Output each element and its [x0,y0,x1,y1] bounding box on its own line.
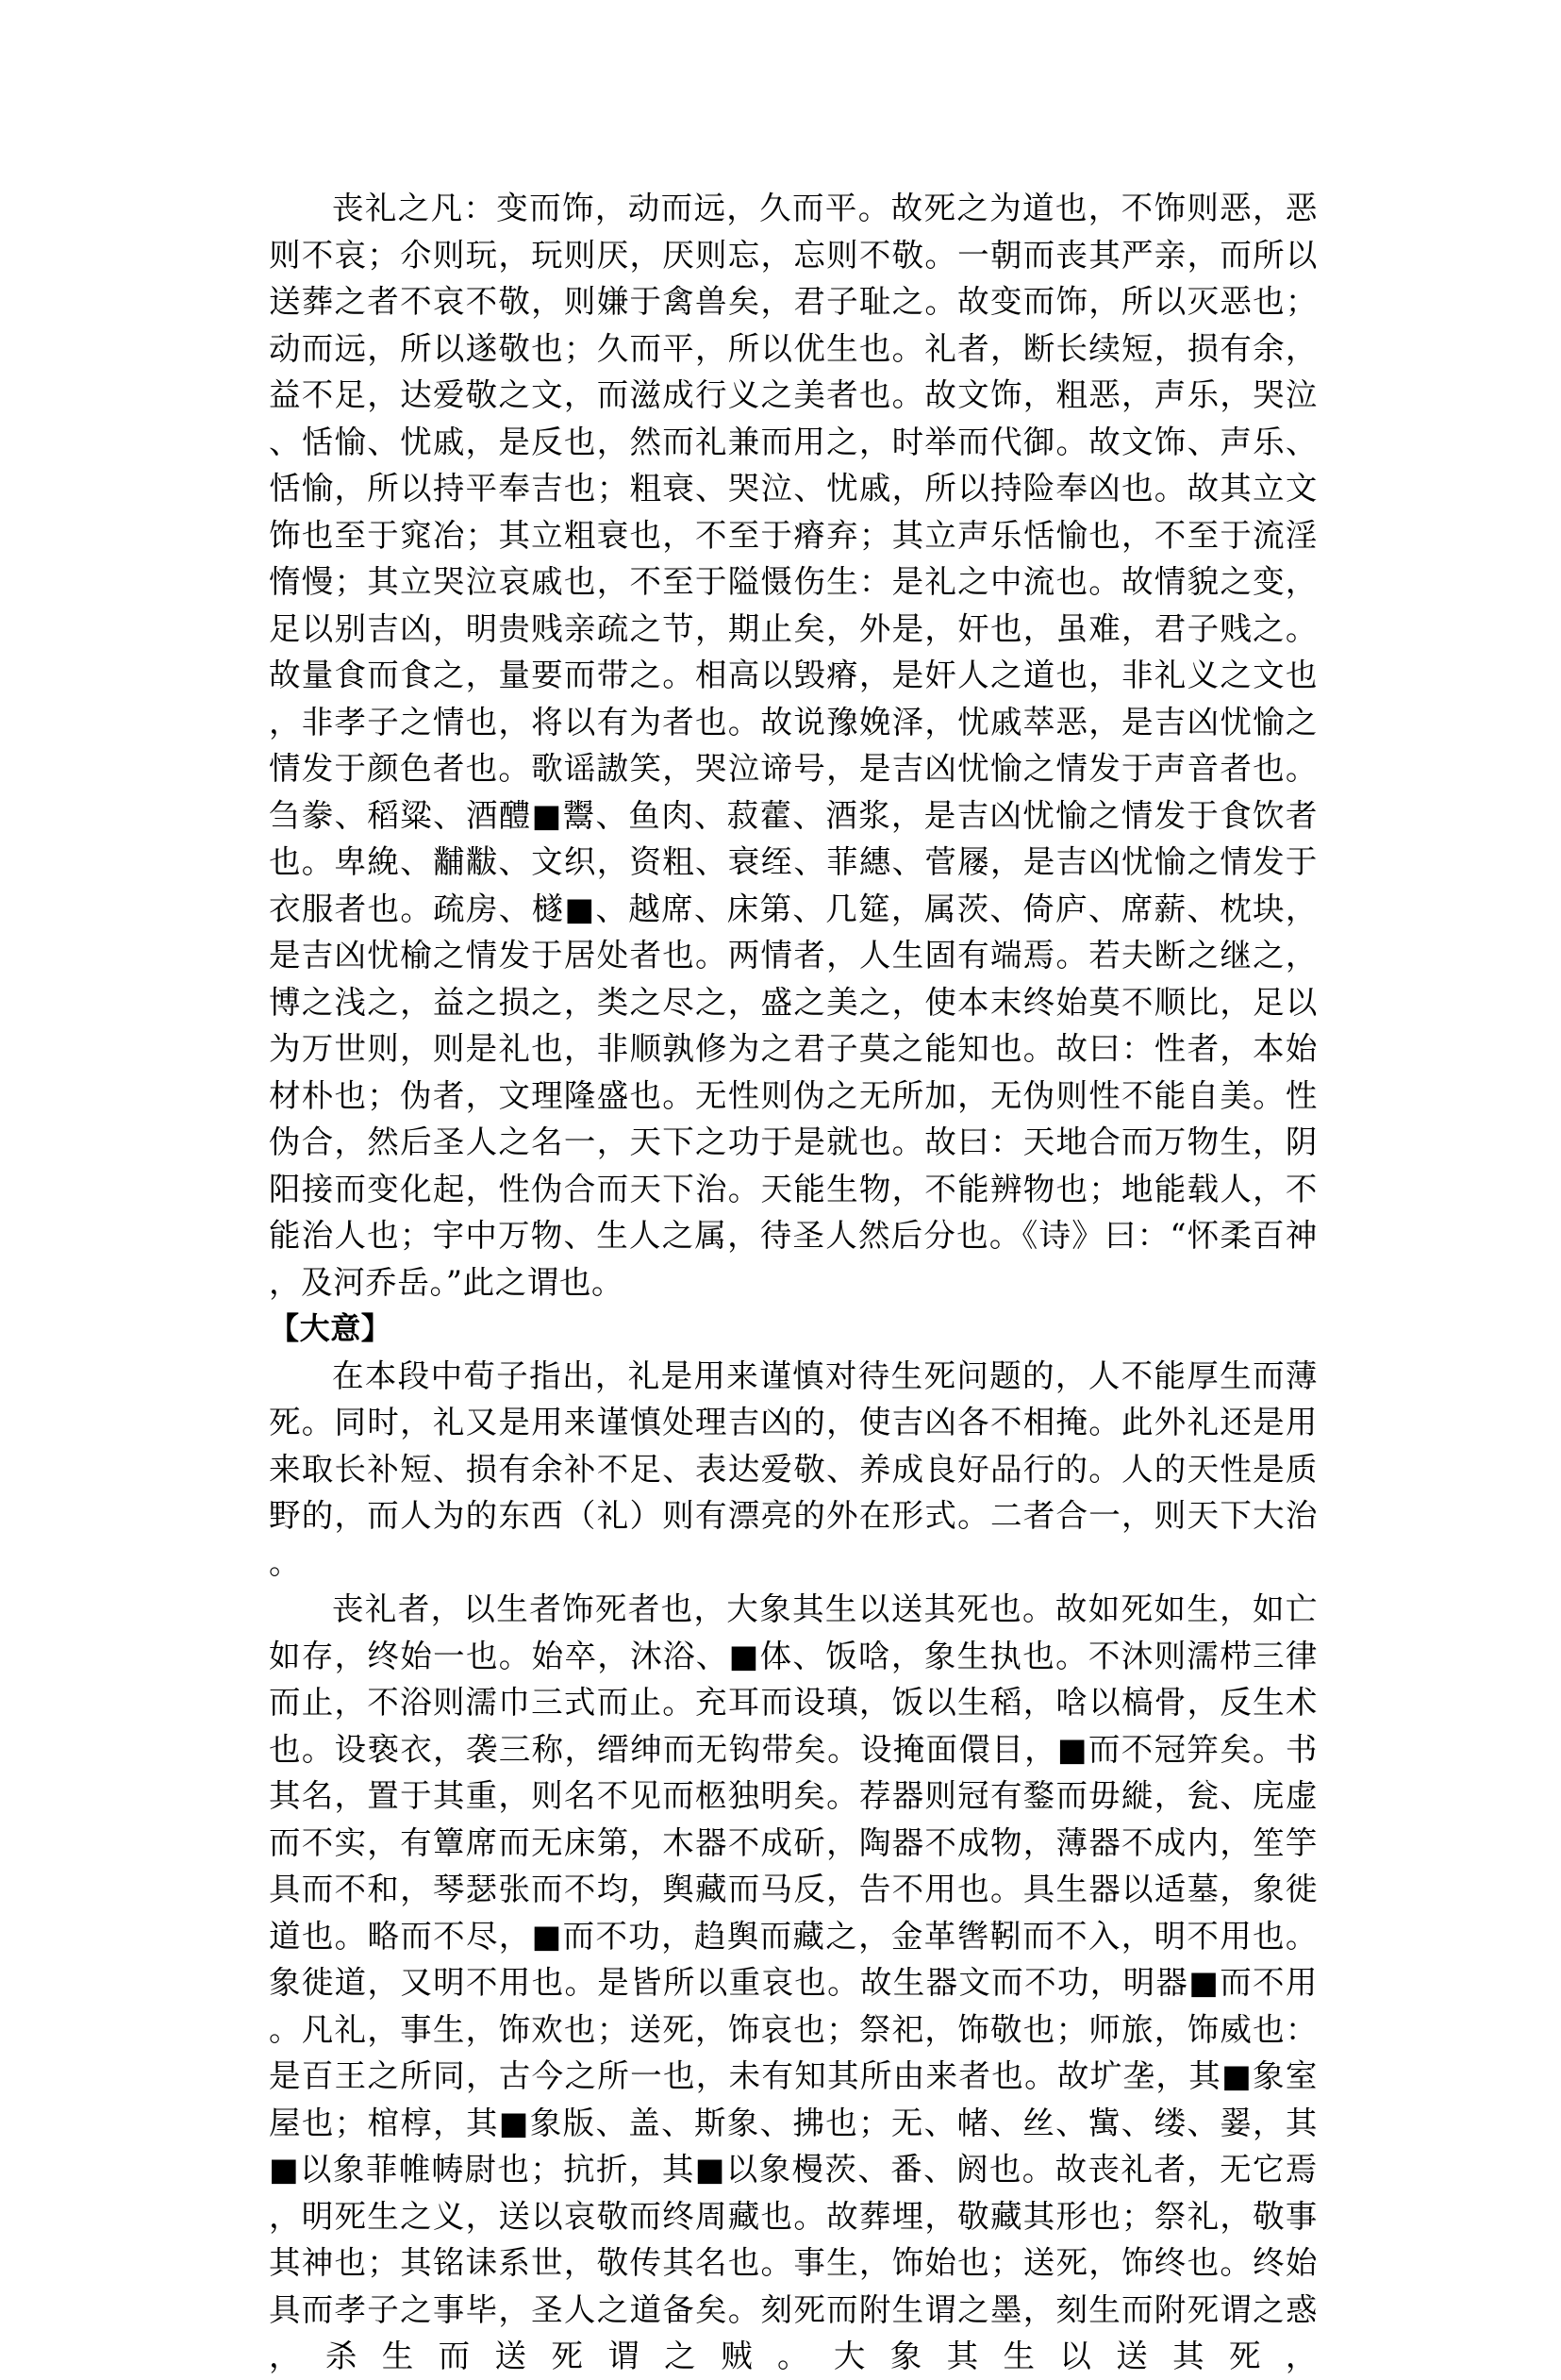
paragraph-mourning-rites: 丧礼之凡：变而饰，动而远，久而平。故死之为道也，不饰则恶，恶则不哀；尒则玩，玩则厌，厌则忘，忘则不敬。一朝而丧其严亲，而所以送葬之者不哀不敬，则嫌于禽兽矣，君子耻之。故变而饰，所以灭恶也；动而远，所以遂敬也；久而平，所以优生也。礼者，断长续短，损有余，益不足，达爱敬之文，而滋成行义之美者也。故文饰，粗恶，声乐，哭泣、恬愉、忧戚，是反也，然而礼兼而用之，时举而代御。故文饰、声乐、恬愉，所以持平奉吉也；粗衰、哭泣、忧戚，所以持险奉凶也。故其立文饰也至于窕冶；其立粗衰也，不至于瘠弃；其立声乐恬愉也，不至于流淫惰慢；其立哭泣哀戚也，不至于隘慑伤生：是礼之中流也。故情貌之变，足以别吉凶，明贵贱亲疏之节，期止矣，外是，奸也，虽难，君子贱之。故量食而食之，量要而带之。相高以毁瘠，是奸人之道也，非礼义之文也，非孝子之情也，将以有为者也。故说豫娩泽，忧戚萃恶，是吉凶忧愉之情发于颜色者也。歌谣謸笑，哭泣谛号，是吉凶忧愉之情发于声音者也。刍豢、稻粱、酒醴■鬻、鱼肉、菽藿、酒浆，是吉凶忧愉之情发于食饮者也。卑絻、黼黻、文织，资粗、衰绖、菲繐、菅屦，是吉凶忧愉之情发于衣服者也。疏房、檖■、越席、床第、几筵，属茨、倚庐、席薪、枕块，是吉凶忧榆之情发于居处者也。两情者，人生固有端焉。若夫断之继之，博之浅之，益之损之，类之尽之，盛之美之，使本末终始莫不顺比，足以为万世则，则是礼也，非顺孰修为之君子莫之能知也。故曰：性者，本始材朴也；伪者，文理隆盛也。无性则伪之无所加，无伪则性不能自美。性伪合，然后圣人之名一，天下之功于是就也。故曰：天地合而万物生，阴阳接而变化起，性伪合而天下治。天能生物，不能辨物也；地能载人，不能治人也；宇中万物、生人之属，待圣人然后分也。《诗》曰：“怀柔百神，及河乔岳。”此之谓也。 [269,190,1318,1301]
section-heading-summary: 【大意】 [269,1310,392,1346]
paragraph-funeral-rites: 丧礼者，以生者饰死者也，大象其生以送其死也。故如死如生，如亡如存，终始一也。始卒，沐浴、■体、饭唅，象生执也。不沐则濡栉三律而止，不浴则濡巾三式而止。充耳而设瑱，饭以生稻，唅以槁骨，反生术也。设亵衣，袭三称，缙绅而无钩带矣。设掩面儇目，■而不冠笄矣。书其名，置于其重，则名不见而柩独明矣。荐器则冠有鍪而毋縰，瓮、庑虚而不实，有簟席而无床第，木器不成斫，陶器不成物，薄器不成内，笙竽具而不和，琴瑟张而不均，舆藏而马反，告不用也。具生器以适墓，象徙道也。略而不尽，■而不功，趋舆而藏之，金革辔靷而不入，明不用也。象徙道，又明不用也。是皆所以重哀也。故生器文而不功，明器■而不用。凡礼，事生，饰欢也；送死，饰哀也；祭祀，饰敬也；师旅，饰威也：是百王之所同，古今之所一也，未有知其所由来者也。故圹垄，其■象室屋也；棺椁，其■象版、盖、斯象、拂也；无、帾、丝、歶、缕、翣，其■以象菲帷帱尉也；抗折，其■以象槾茨、番、阏也。故丧礼者，无它焉，明死生之义，送以哀敬而终周藏也。故葬埋，敬藏其形也；祭礼，敬事其神也；其铭诔系世，敬传其名也。事生，饰始也；送死，饰终也。终始具而孝子之事毕，圣人之道备矣。刻死而附生谓之墨，刻生而附死谓之惑，杀生而送死谓之贼。大象其生以送其死， [269,1590,1318,2374]
paragraph-summary: 在本段中荀子指出，礼是用来谨慎对待生死问题的，人不能厚生而薄死。同时，礼又是用来谨慎处理吉凶的，使吉凶各不相掩。此外礼还是用来取长补短、损有余补不足、表达爱敬、养成良好品行的。人的天性是质野的，而人为的东西（礼）则有漂亮的外在形式。二者合一，则天下大治。 [269,1356,1318,1581]
document-page [269,185,1318,2380]
